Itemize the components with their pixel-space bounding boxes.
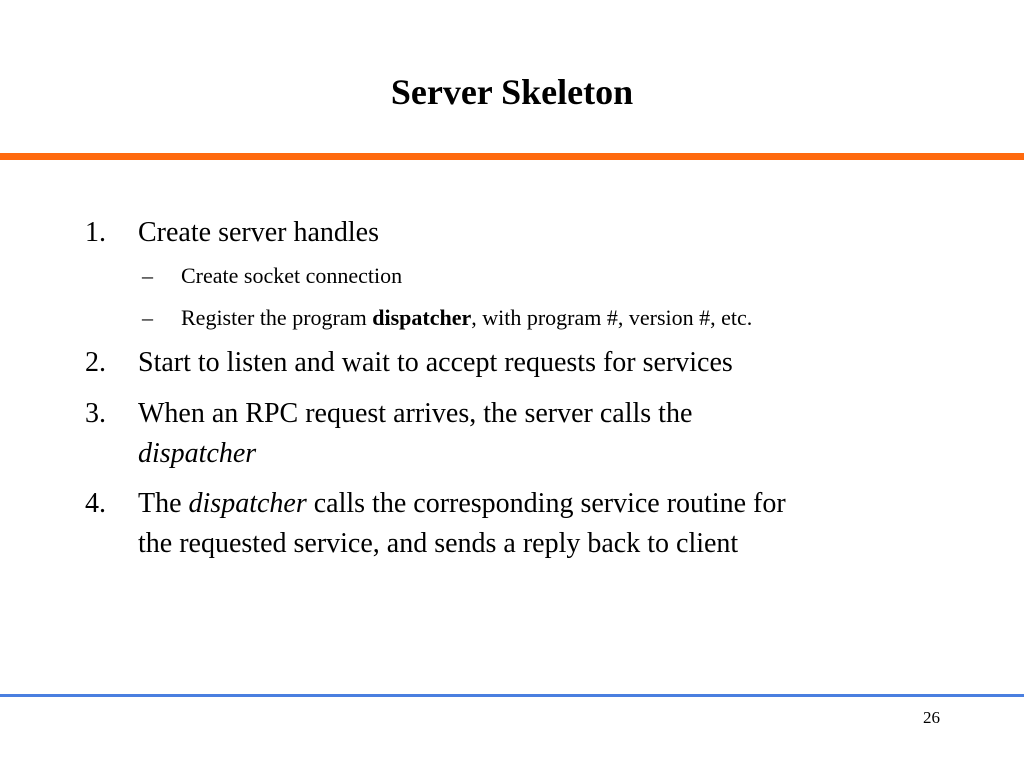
dispatcher-bold: dispatcher xyxy=(372,305,472,330)
bottom-divider xyxy=(0,694,1024,697)
list-item-2-text: Start to listen and wait to accept requests for services xyxy=(138,347,733,378)
list-item-4-dispatcher-italic: dispatcher xyxy=(188,488,307,519)
list-item-3-dispatcher-italic: dispatcher xyxy=(138,438,257,469)
sub-item-1-2-dash: – xyxy=(142,305,153,330)
sub-item-1-2-text-before: Register the program xyxy=(181,305,373,330)
list-item-2-number: 2. xyxy=(85,347,106,378)
page-number: 26 xyxy=(923,708,940,727)
list-item-3-text xyxy=(138,394,958,474)
sub-item-1-2-text-after: , with program #, version #, etc. xyxy=(471,305,753,330)
list-item-4-line1-after: calls the corresponding service routine for xyxy=(306,488,786,519)
sub-item-1-2-text xyxy=(181,303,752,333)
list-item-3-line1: When an RPC request arrives, the server calls the xyxy=(138,398,693,429)
list-item-4-text xyxy=(138,484,958,564)
list-item-1-number: 1. xyxy=(85,217,106,248)
list-item-4-line2: the requested service, and sends a reply back to client xyxy=(138,528,739,559)
slide-title: Server Skeleton xyxy=(390,72,634,112)
list-item-3-number: 3. xyxy=(85,398,106,429)
list-item-4-line1-before: The xyxy=(138,488,189,519)
sub-item-1-1-text: Create socket connection xyxy=(181,263,403,288)
list-item-4-number: 4. xyxy=(85,488,106,519)
list-item-1-text: Create server handles xyxy=(138,217,379,248)
sub-item-1-1-dash: – xyxy=(142,263,153,288)
